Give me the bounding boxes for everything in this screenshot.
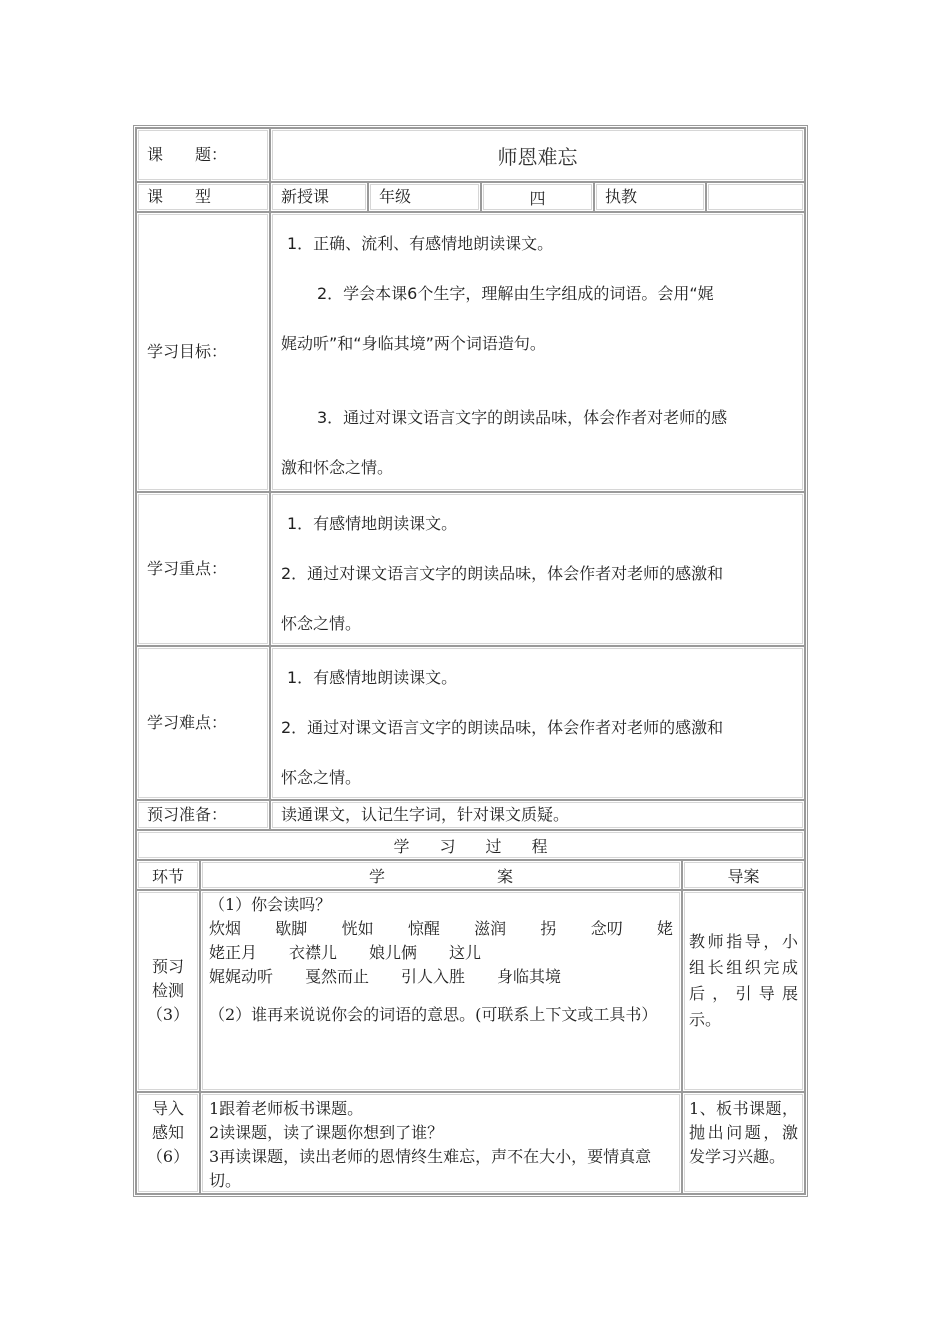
objective-1: 1．正确、流利、有感情地朗读课文。 xyxy=(287,234,554,253)
teacher-value xyxy=(706,182,805,212)
process-heading: 学习过程 xyxy=(136,830,805,860)
guide-introduction: 1、板书课题，抛出问题，激发学习兴趣。 xyxy=(682,1092,805,1194)
col-segment-header: 环节 xyxy=(136,860,200,890)
intro-line-1: 1跟着老师板书课题。 xyxy=(209,1099,364,1118)
word: 姥 xyxy=(656,919,673,938)
teacher-label: 执教 xyxy=(594,182,706,212)
word: 惊醒 xyxy=(407,919,440,938)
difficulty-2: 2．通过对课文语言文字的朗读品味，体会作者对老师的感激和 xyxy=(281,718,724,737)
lesson-title: 师恩难忘 xyxy=(270,128,805,182)
guide-preview-check: 教师指导，小组长组织完成后，引导展示。 xyxy=(682,890,805,1092)
plan-introduction xyxy=(200,1092,682,1194)
segment-line: 感知 xyxy=(151,1123,184,1142)
keypoints-label: 学习重点： xyxy=(136,492,270,646)
words-line-1 xyxy=(209,917,673,941)
intro-line-3: 3再读课题，读出老师的恩情终生难忘，声不在大小，要情真意切。 xyxy=(209,1147,652,1190)
segment-line: （3） xyxy=(146,1005,190,1024)
keypoint-2-cont: 怀念之情。 xyxy=(281,614,362,633)
plan-preview-check xyxy=(200,890,682,1092)
type-label: 课 型 xyxy=(136,182,270,212)
segment-line: 预习 xyxy=(151,957,184,976)
segment-line: （6） xyxy=(146,1147,190,1166)
words-line-2: 姥正月 衣襟儿 娘儿俩 这儿 xyxy=(209,943,482,962)
word: 滋润 xyxy=(474,919,507,938)
word: 拐 xyxy=(540,919,557,938)
objective-3-cont: 激和怀念之情。 xyxy=(281,458,394,477)
segment-line: 检测 xyxy=(151,981,184,1000)
segment-line: 导入 xyxy=(151,1099,184,1118)
segment-preview-check xyxy=(136,890,200,1092)
lesson-plan-table xyxy=(133,125,808,1197)
keypoints-content xyxy=(270,492,805,646)
word: 炊烟 xyxy=(209,919,242,938)
words-line-3: 娓娓动听 戛然而止 引人入胜 身临其境 xyxy=(209,967,562,986)
objectives-label: 学习目标： xyxy=(136,212,270,492)
difficulties-label: 学习难点： xyxy=(136,646,270,800)
segment-introduction xyxy=(136,1092,200,1194)
objective-2-cont: 娓动听”和“身临其境”两个词语造句。 xyxy=(281,334,546,353)
type-value: 新授课 xyxy=(270,182,368,212)
difficulty-1: 1．有感情地朗读课文。 xyxy=(287,668,458,687)
question-2: （2）谁再来说说你会的词语的意思。(可联系上下文或工具书） xyxy=(209,1005,658,1024)
objective-3: 3．通过对课文语言文字的朗读品味，体会作者对老师的感 xyxy=(317,408,728,427)
objectives-content xyxy=(270,212,805,492)
topic-label: 课 题： xyxy=(136,128,270,182)
grade-value: 四 xyxy=(481,182,594,212)
difficulty-2-cont: 怀念之情。 xyxy=(281,768,362,787)
word: 恍如 xyxy=(341,919,374,938)
grade-label: 年级 xyxy=(368,182,481,212)
col-guide-header: 导案 xyxy=(682,860,805,890)
objective-2: 2．学会本课6个生字，理解由生字组成的词语。会用“娓 xyxy=(317,284,714,303)
question-1: （1）你会读吗？ xyxy=(209,895,332,914)
word: 歇脚 xyxy=(275,919,308,938)
difficulties-content xyxy=(270,646,805,800)
intro-line-2: 2读课题，读了课题你想到了谁？ xyxy=(209,1123,444,1142)
preparation-label: 预习准备： xyxy=(136,800,270,830)
keypoint-1: 1．有感情地朗读课文。 xyxy=(287,514,458,533)
keypoint-2: 2．通过对课文语言文字的朗读品味，体会作者对老师的感激和 xyxy=(281,564,724,583)
col-plan-header: 学 案 xyxy=(200,860,682,890)
preparation-value: 读通课文，认记生字词，针对课文质疑。 xyxy=(270,800,805,830)
word: 念叨 xyxy=(590,919,623,938)
